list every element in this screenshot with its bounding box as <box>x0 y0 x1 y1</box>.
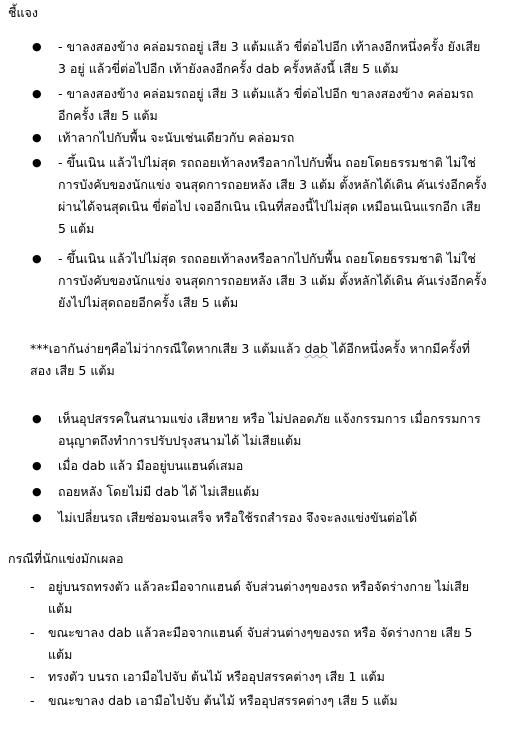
mistake-item-text: อยู่บนรถทรงตัว แล้วละมือจากแฮนด์ จับส่วนต่างๆของรถ หรือจัดร่างกาย ไม่เสียแต้ม <box>48 579 470 616</box>
rule-item-4: ● - ขึ้นเนิน แล้วไปไม่สุด รถถอยเท้าลงหรือลากไปกับพื้น ถอยโดยธรรมชาติ ไม่ใช่การบังคับของนักแข่ง จนสุดการถอยหลัง เสีย 3 แต้ม ตั้งหลักได้เดิน คันเร่งอีกครั้ง ผ่านได้จนสุดเนิน ขี่ต่อไป เจออีกเนิน เนินที่สองนี้ไปไม่สุด เหมือนเนินแรกอีก เสีย 5 แต้ม <box>58 152 488 240</box>
mistake-item-1 <box>30 576 478 620</box>
rule-item-1: ● - ขาลงสองข้าง คล่อมรถอยู่ เสีย 3 แต้มแล้ว ขี่ต่อไปอีก เท้าลงอีกหนึ่งครั้ง ยังเสีย 3 อยู่ แล้วขี่ต่อไปอีก เท้ายังลงอีกครั้ง dab ครั้งหลังนี้ เสีย 5 แต้ม <box>58 36 488 80</box>
page-heading: ชี้แจง <box>8 5 38 20</box>
summary-note-suffix: ได้อีกหนึ่งครั้ง หากมีครั้งที่สอง เสีย 5 แต้ม <box>30 341 470 378</box>
obstacle-rule-item-4: ● ไม่เปลี่ยนรถ เสียซ่อมจนเสร็จ หรือใช้รถสำรอง จึงจะลงแข่งขันต่อได้ <box>58 507 488 529</box>
mistake-item-4 <box>30 690 478 712</box>
dash-marker: - <box>30 669 35 684</box>
mistake-item-3 <box>30 666 478 688</box>
mistake-item-text: ทรงตัว บนรถ เอามือไปจับ ต้นไม้ หรืออุปสรรคต่างๆ เสีย 1 แต้ม <box>48 669 385 684</box>
obstacle-rule-item-2: ● เมื่อ dab แล้ว มืออยู่บนแฮนด์เสมอ <box>58 455 488 477</box>
obstacle-rule-item-1: ● เห็นอุปสรรคในสนามแข่ง เสียหาย หรือ ไม่ปลอดภัย แจ้งกรรมการ เมื่อกรรมการอนุญาตถึงทำการปรับปรุงสนามได้ ไม่เสียแต้ม <box>58 408 488 452</box>
summary-note-prefix: ***เอากันง่ายๆคือไม่ว่ากรณีใดหากเสีย 3 แต้มแล้ว <box>30 341 305 356</box>
dash-marker: - <box>30 625 35 640</box>
rule-item-3: ● เท้าลากไปกับพื้น จะนับเช่นเดียวกับ คล่อมรถ <box>58 127 488 149</box>
rule-item-5: ● - ขึ้นเนิน แล้วไปไม่สุด รถถอยเท้าลงหรือลากไปกับพื้น ถอยโดยธรรมชาติ ไม่ใช่การบังคับของนักแข่ง จนสุดการถอยหลัง เสีย 3 แต้ม ตั้งหลักได้เดิน คันเร่งอีกครั้ง ยังไปไม่สุดถอยอีกครั้ง เสีย 5 แต้ม <box>58 248 488 314</box>
rule-item-2: ● - ขาลงสองข้าง คล่อมรถอยู่ เสีย 3 แต้มแล้ว ขี่ต่อไปอีก ขาลงสองข้าง คล่อมรถอีกครั้ง เสีย 5 แต้ม <box>58 83 488 127</box>
common-mistakes-title: กรณีที่นักแข่งมักเผลอ <box>8 551 124 566</box>
mistake-item-text: ขณะขาลง dab เอามือไปจับ ต้นไม้ หรืออุปสรรคต่างๆ เสีย 5 แต้ม <box>48 693 398 708</box>
obstacle-rule-item-3: ● ถอยหลัง โดยไม่มี dab ได้ ไม่เสียแต้ม <box>58 481 488 503</box>
mistake-item-2 <box>30 622 478 666</box>
dash-marker: - <box>30 579 35 594</box>
mistake-item-text: ขณะขาลง dab แล้วละมือจากแฮนด์ จับส่วนต่างๆของรถ หรือ จัดร่างกาย เสีย 5 แต้ม <box>48 625 473 662</box>
dash-marker: - <box>30 693 35 708</box>
summary-note <box>30 338 470 382</box>
summary-note-dab: dab <box>304 341 328 356</box>
